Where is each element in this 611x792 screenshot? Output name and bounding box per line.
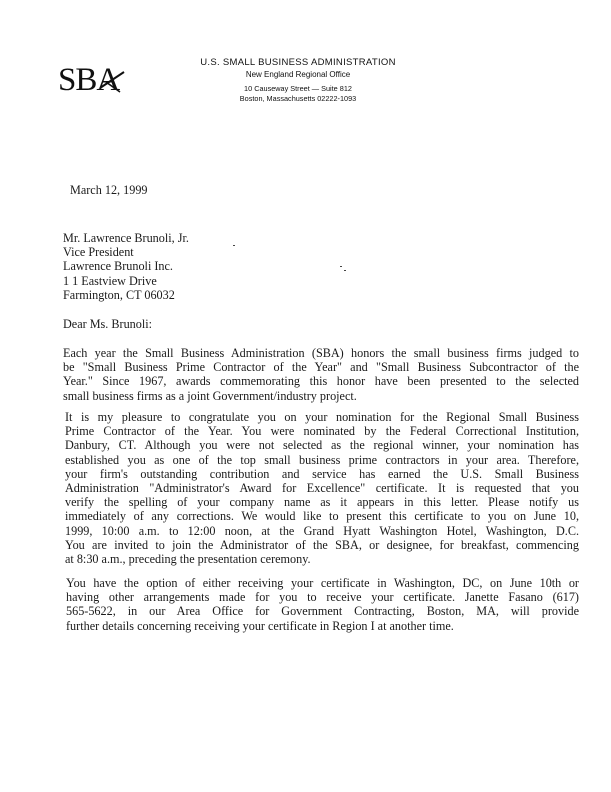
paragraph-line: Prime Contractor of the Year. You were nominated by the Federal Correctional Institution, [65,424,579,439]
recipient-name: Mr. Lawrence Brunoli, Jr. [63,231,189,245]
recipient-city: Farmington, CT 06032 [63,287,175,302]
paragraph-line: at 8:30 a.m., preceding the presentation ceremony. [65,552,311,567]
paragraph-line: verify the spelling of your company name as it appears in this letter. Please notify us [65,495,579,510]
paragraph-line: your firm's outstanding contribution and service has earned the U.S. Small Business [65,466,579,481]
recipient-title: Vice President [63,245,134,260]
letter-date: March 12, 1999 [70,183,148,197]
paragraph-awards-intro [63,346,579,403]
paragraph-line: Each year the Small Business Administration (SBA) honors the small business firms judged to [63,346,579,360]
paragraph-line: established you as one of the top small business prime contractors in your area. Therefore, [65,452,579,467]
letterhead-city: Boston, Massachusetts 02222-1093 [239,94,357,103]
scan-speck [340,266,342,267]
paragraph-line: You have the option of either receiving your certificate in Washington, DC, on June 10th or [66,576,579,590]
paragraph-line: 1999, 10:00 a.m. to 12:00 noon, at the Grand Hyatt Washington Hotel, Washington, D.C. [65,523,579,538]
logo-swoosh-icon [98,66,128,96]
scan-speck [233,245,235,246]
sba-logo-text: SBA [58,62,120,98]
recipient-street: 1 1 Eastview Drive [63,273,157,288]
salutation: Dear Ms. Brunoli: [63,317,153,331]
paragraph-line: immediately of any corrections. We would like to present this certificate to you on June 10, [65,509,579,524]
paragraph-line: be "Small Business Prime Contractor of the Year" and "Small Business Subcontractor of the [63,360,579,375]
paragraph-line: small business firms as a joint Government/industry project. [63,388,357,403]
letterhead-agency: U.S. SMALL BUSINESS ADMINISTRATION [200,57,396,68]
paragraph-nomination [65,410,579,566]
paragraph-line: 565-5622, in our Area Office for Government Contracting, Boston, MA, will provide [66,604,579,619]
letterhead-street: 10 Causeway Street — Suite 812 [244,84,352,93]
paragraph-line: having other arrangements made for you to receive your certificate. Janette Fasano (617) [66,590,579,605]
letterhead-office: New England Regional Office [245,70,351,79]
recipient-company: Lawrence Brunoli Inc. [63,259,173,274]
paragraph-line: further details concerning receiving your certificate in Region I at another time. [66,618,454,633]
paragraph-line: Year." Since 1967, awards commemorating this honor have been presented to the selected [63,374,579,389]
letterhead [180,56,416,104]
paragraph-certificate-options [66,576,579,633]
paragraph-line: Administration "Administrator's Award for Excellence" certificate. It is requested that you [65,481,579,496]
paragraph-line: Danbury, CT. Although you were not selected as the regional winner, your nomination has [65,438,579,453]
scan-speck [344,270,346,271]
recipient-address [63,231,189,302]
paragraph-line: It is my pleasure to congratulate you on your nomination for the Regional Small Business [65,410,579,424]
paragraph-line: You are invited to join the Administrator of the SBA, or designee, for breakfast, commencing [65,537,579,552]
